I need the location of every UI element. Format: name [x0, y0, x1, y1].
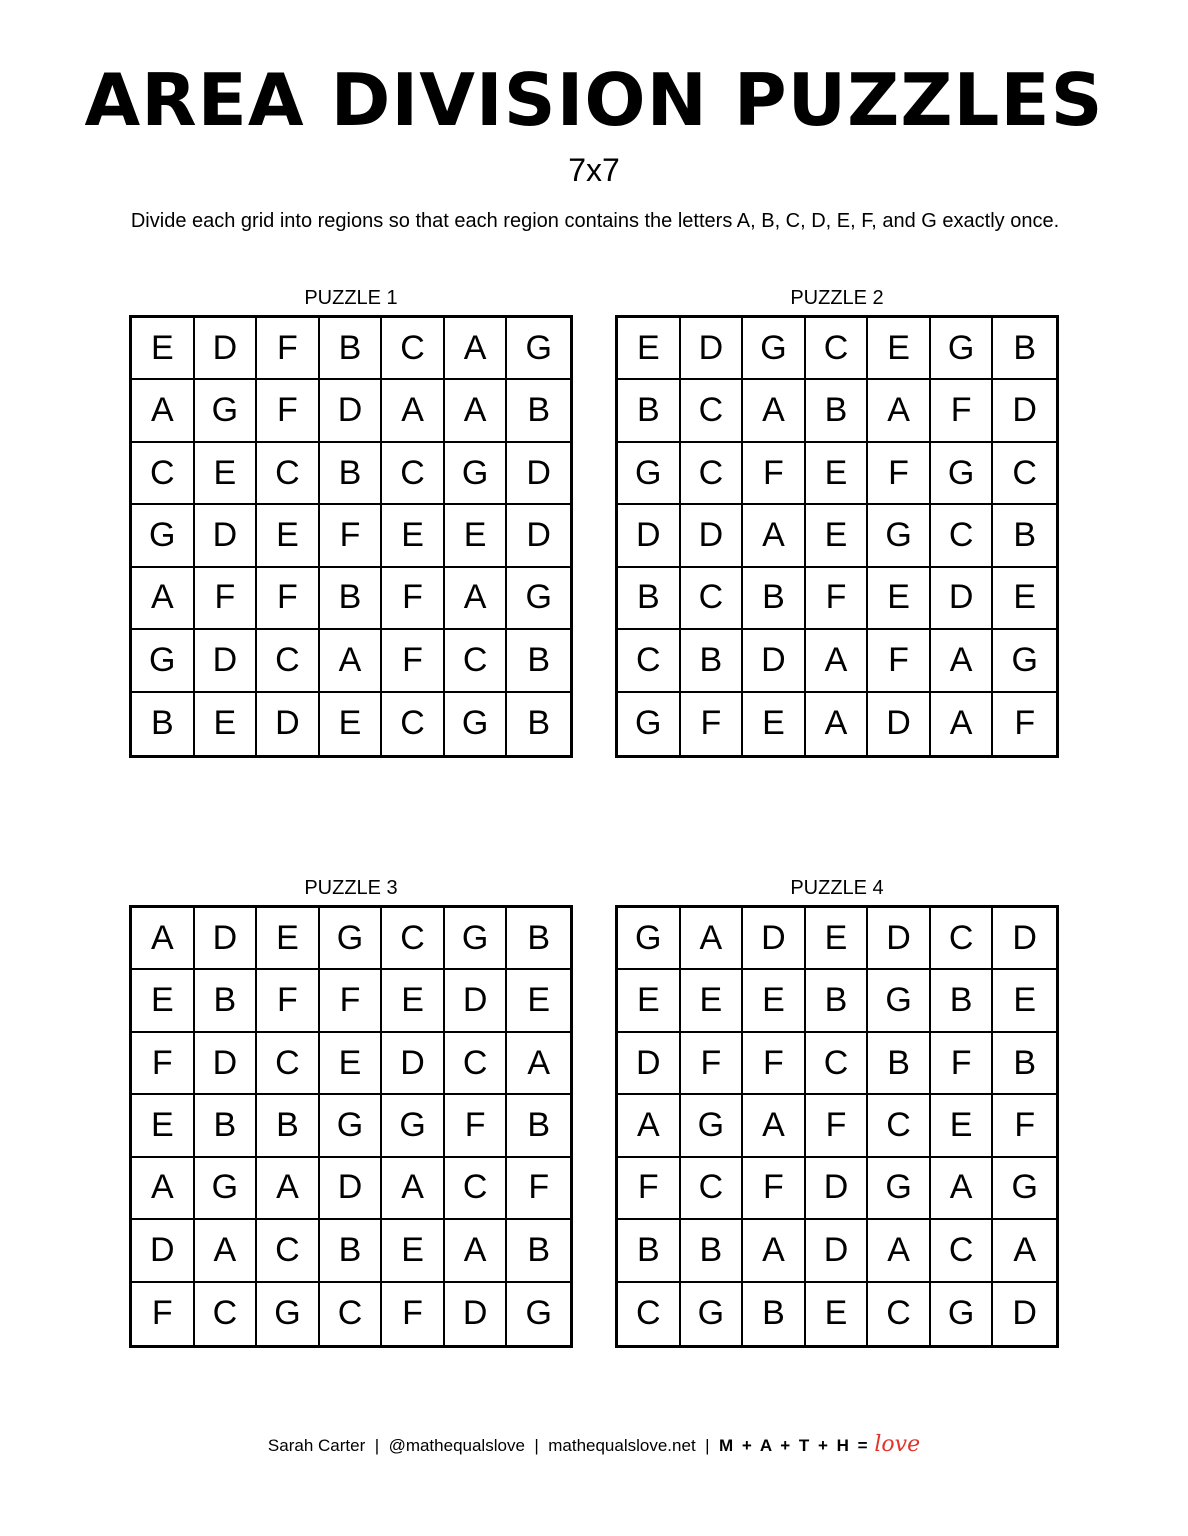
grid-cell: E [507, 970, 570, 1032]
grid-cell: G [868, 1158, 931, 1220]
page-title: AREA DIVISION PUZZLES [84, 58, 1104, 142]
grid-cell: E [320, 1033, 383, 1095]
grid-cell: C [993, 443, 1056, 505]
grid-cell: G [320, 1095, 383, 1157]
grid-cell: F [257, 970, 320, 1032]
grid-cell: D [507, 505, 570, 567]
grid-cell: A [132, 1158, 195, 1220]
grid-cell: D [743, 630, 806, 692]
grid-cell: G [681, 1283, 744, 1345]
grid-cell: D [195, 1033, 258, 1095]
grid-cell: E [320, 693, 383, 755]
grid-cell: E [382, 505, 445, 567]
grid-cell: A [132, 380, 195, 442]
footer [0, 1432, 1188, 1457]
grid-cell: C [195, 1283, 258, 1345]
grid-cell: B [681, 630, 744, 692]
grid-cell: A [743, 1220, 806, 1282]
grid-cell: F [618, 1158, 681, 1220]
grid-cell: F [681, 1033, 744, 1095]
grid-cell: G [257, 1283, 320, 1345]
grid-cell: A [681, 908, 744, 970]
grid-cell: D [320, 380, 383, 442]
grid-cell: E [382, 1220, 445, 1282]
grid-cell: C [681, 443, 744, 505]
grid-cell: E [195, 443, 258, 505]
grid-cell: A [382, 1158, 445, 1220]
grid-cell: B [507, 630, 570, 692]
grid-cell: G [931, 1283, 994, 1345]
grid-cell: B [320, 443, 383, 505]
grid-cell: A [445, 318, 508, 380]
grid-cell: B [743, 1283, 806, 1345]
grid-cell: G [868, 505, 931, 567]
grid-cell: B [993, 505, 1056, 567]
grid-cell: G [868, 970, 931, 1032]
grid-cell: D [320, 1158, 383, 1220]
puzzle-2 [615, 285, 1059, 758]
grid-cell: F [743, 443, 806, 505]
grid-cell: E [931, 1095, 994, 1157]
grid-cell: E [132, 970, 195, 1032]
puzzle-3 [129, 875, 573, 1348]
grid-cell: F [382, 630, 445, 692]
grid-cell: F [382, 568, 445, 630]
grid-cell: B [320, 318, 383, 380]
grid-cell: D [195, 908, 258, 970]
grid-cell: A [257, 1158, 320, 1220]
grid-cell: E [257, 505, 320, 567]
footer-author: Sarah Carter [267, 1436, 366, 1455]
brand-love-script: love [874, 1432, 921, 1457]
instructions: Divide each grid into regions so that each region contains the letters A, B, C, D, E, F, and G exactly once. [130, 210, 1060, 232]
grid-cell: F [931, 1033, 994, 1095]
grid-cell: B [507, 1095, 570, 1157]
grid-cell: E [257, 908, 320, 970]
grid-cell: F [743, 1033, 806, 1095]
grid-cell: C [257, 1033, 320, 1095]
grid-cell: C [445, 630, 508, 692]
grid-cell: B [681, 1220, 744, 1282]
grid-cell: G [195, 380, 258, 442]
grid-cell: G [507, 318, 570, 380]
grid-cell: G [382, 1095, 445, 1157]
grid-cell: D [681, 505, 744, 567]
grid-cell: F [507, 1158, 570, 1220]
grid-cell: F [382, 1283, 445, 1345]
grid-cell: C [618, 630, 681, 692]
grid-cell: C [868, 1095, 931, 1157]
grid-cell: G [445, 443, 508, 505]
grid-cell: A [743, 505, 806, 567]
grid-cell: E [806, 443, 869, 505]
grid-cell: A [382, 380, 445, 442]
grid-cell: G [445, 908, 508, 970]
grid-cell: E [806, 505, 869, 567]
grid-cell: C [382, 908, 445, 970]
grid-cell: A [743, 380, 806, 442]
grid-cell: D [507, 443, 570, 505]
grid-cell: B [320, 1220, 383, 1282]
grid-cell: G [743, 318, 806, 380]
grid-cell: F [445, 1095, 508, 1157]
grid-cell: F [132, 1033, 195, 1095]
grid-cell: B [868, 1033, 931, 1095]
grid-cell: D [743, 908, 806, 970]
grid-cell: E [993, 568, 1056, 630]
grid-cell: G [931, 318, 994, 380]
grid-cell: E [132, 1095, 195, 1157]
grid-cell: B [257, 1095, 320, 1157]
grid-cell: B [806, 970, 869, 1032]
grid-cell: C [681, 568, 744, 630]
grid-cell: A [445, 1220, 508, 1282]
grid-cell: D [132, 1220, 195, 1282]
grid-cell: A [618, 1095, 681, 1157]
grid-cell: A [445, 380, 508, 442]
grid-cell: G [132, 630, 195, 692]
puzzle-label: PUZZLE 2 [790, 287, 884, 309]
grid-cell: D [195, 505, 258, 567]
grid-cell: B [618, 1220, 681, 1282]
grid-size-subtitle: 7x7 [568, 152, 620, 188]
grid-cell: A [743, 1095, 806, 1157]
grid-cell: F [681, 693, 744, 755]
grid-cell: C [382, 693, 445, 755]
puzzle-label: PUZZLE 3 [304, 877, 398, 899]
footer-separator: | [374, 1436, 380, 1455]
grid-cell: E [618, 970, 681, 1032]
grid-cell: F [132, 1283, 195, 1345]
grid-cell: B [993, 318, 1056, 380]
grid-cell: F [257, 318, 320, 380]
grid-cell: F [868, 630, 931, 692]
grid-cell: B [527, 704, 551, 743]
grid-cell: D [868, 908, 931, 970]
grid-cell: A [868, 1220, 931, 1282]
grid-cell: F [195, 568, 258, 630]
grid-cell: C [681, 1158, 744, 1220]
grid-cell: F [743, 1158, 806, 1220]
grid-cell: C [445, 1158, 508, 1220]
puzzle-1 [129, 285, 573, 758]
grid-cell: D [868, 693, 931, 755]
grid-cell: C [931, 505, 994, 567]
grid-cell: E [445, 505, 508, 567]
grid-cell: A [132, 568, 195, 630]
grid-cell: E [868, 568, 931, 630]
grid-cell: B [507, 380, 570, 442]
grid-cell: D [993, 908, 1056, 970]
grid-cell: B [743, 568, 806, 630]
grid-cell: D [195, 630, 258, 692]
grid-cell: B [618, 380, 681, 442]
grid-cell: A [931, 1158, 994, 1220]
grid-cell: C [681, 380, 744, 442]
grid-cell: E [806, 908, 869, 970]
grid-cell: F [320, 505, 383, 567]
grid-cell: B [195, 970, 258, 1032]
grid-cell: F [320, 970, 383, 1032]
grid-cell: D [618, 1033, 681, 1095]
puzzle-grid [615, 905, 1059, 1348]
footer-handle: @mathequalslove [388, 1436, 525, 1455]
grid-cell: C [257, 1220, 320, 1282]
grid-cell: E [743, 693, 806, 755]
grid-cell: D [806, 1220, 869, 1282]
grid-cell: D [993, 380, 1056, 442]
footer-website: mathequalslove.net [548, 1436, 696, 1455]
puzzle-grid [615, 315, 1059, 758]
grid-cell: A [320, 630, 383, 692]
grid-cell: B [195, 1095, 258, 1157]
grid-cell: F [806, 1095, 869, 1157]
grid-cell: B [993, 1033, 1056, 1095]
grid-cell: E [195, 693, 258, 755]
footer-separator: | [534, 1436, 539, 1455]
grid-cell: D [445, 1283, 508, 1345]
grid-cell: E [868, 318, 931, 380]
grid-cell: F [868, 443, 931, 505]
grid-cell: B [618, 568, 681, 630]
grid-cell: C [382, 318, 445, 380]
grid-cell: B [132, 693, 195, 755]
grid-cell: F [931, 380, 994, 442]
grid-cell: D [445, 970, 508, 1032]
grid-cell: C [257, 630, 320, 692]
grid-cell: G [445, 693, 508, 755]
grid-cell: E [993, 970, 1056, 1032]
grid-cell: A [931, 630, 994, 692]
grid-cell: F [257, 380, 320, 442]
grid-cell: G [618, 693, 681, 755]
grid-cell: F [1014, 704, 1036, 743]
grid-cell: E [132, 318, 195, 380]
grid-cell: G [320, 908, 383, 970]
grid-cell: D [195, 318, 258, 380]
grid-cell: A [931, 693, 994, 755]
puzzle-4 [615, 875, 1059, 1348]
grid-cell: A [868, 380, 931, 442]
brand-logo-text: M + A + T + H = [719, 1436, 870, 1455]
grid-cell: C [806, 1033, 869, 1095]
puzzle-grid [129, 905, 573, 1348]
grid-cell: C [320, 1283, 383, 1345]
grid-cell: D [806, 1158, 869, 1220]
grid-cell: C [931, 908, 994, 970]
grid-cell: G [132, 505, 195, 567]
grid-cell: D [931, 568, 994, 630]
grid-cell: C [132, 443, 195, 505]
grid-cell: G [993, 630, 1056, 692]
grid-cell: E [681, 970, 744, 1032]
grid-cell: C [618, 1283, 681, 1345]
grid-cell: A [806, 693, 869, 755]
puzzle-label: PUZZLE 4 [790, 877, 884, 899]
grid-cell: D [618, 505, 681, 567]
grid-cell: A [806, 630, 869, 692]
grid-cell: D [382, 1033, 445, 1095]
puzzle-label: PUZZLE 1 [304, 287, 398, 309]
grid-cell: C [382, 443, 445, 505]
grid-cell: E [618, 318, 681, 380]
grid-cell: E [806, 1283, 869, 1345]
grid-cell: F [806, 568, 869, 630]
grid-cell: G [618, 908, 681, 970]
grid-cell: B [507, 1220, 570, 1282]
grid-cell: G [931, 443, 994, 505]
grid-cell: E [743, 970, 806, 1032]
grid-cell: D [257, 693, 320, 755]
grid-cell: A [993, 1220, 1056, 1282]
grid-cell: B [931, 970, 994, 1032]
grid-cell: B [507, 908, 570, 970]
grid-cell: D [681, 318, 744, 380]
grid-cell: F [257, 568, 320, 630]
puzzle-grid [129, 315, 573, 758]
grid-cell: D [1012, 1294, 1037, 1333]
grid-cell: A [195, 1220, 258, 1282]
grid-cell: B [806, 380, 869, 442]
grid-cell: G [618, 443, 681, 505]
grid-cell: G [507, 568, 570, 630]
grid-cell: F [993, 1095, 1056, 1157]
grid-cell: C [445, 1033, 508, 1095]
grid-cell: C [806, 318, 869, 380]
grid-cell: C [868, 1283, 931, 1345]
grid-cell: C [931, 1220, 994, 1282]
grid-cell: G [681, 1095, 744, 1157]
footer-separator: | [705, 1436, 710, 1455]
grid-cell: A [507, 1033, 570, 1095]
grid-cell: E [382, 970, 445, 1032]
grid-cell: B [320, 568, 383, 630]
grid-cell: A [445, 568, 508, 630]
grid-cell: G [195, 1158, 258, 1220]
grid-cell: G [993, 1158, 1056, 1220]
grid-cell: A [132, 908, 195, 970]
grid-cell: G [525, 1294, 552, 1333]
grid-cell: C [257, 443, 320, 505]
